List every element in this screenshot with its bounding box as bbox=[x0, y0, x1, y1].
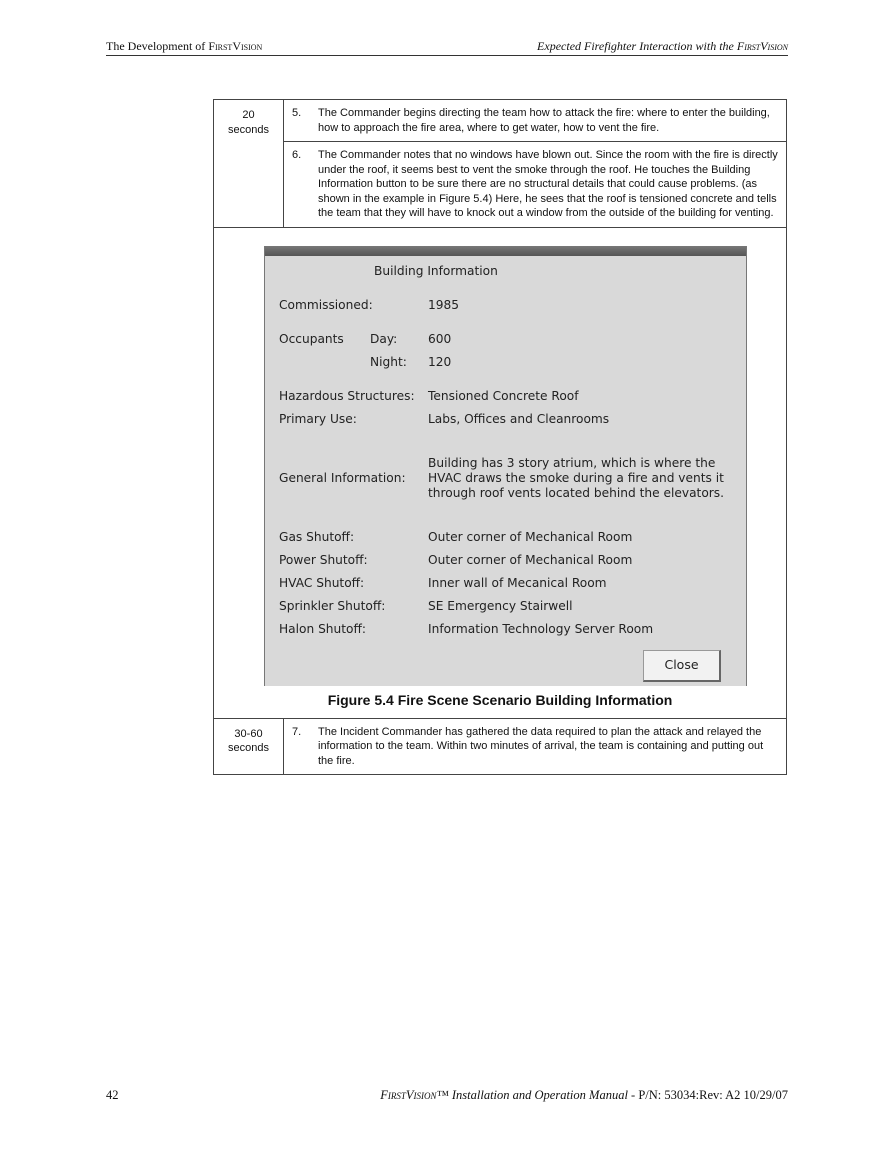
hvac-shutoff-label: HVAC Shutoff: bbox=[279, 575, 365, 590]
commissioned-label: Commissioned: bbox=[279, 297, 373, 312]
general-info-line-3: through roof vents located behind the elevators. bbox=[428, 485, 725, 500]
sprinkler-shutoff-label: Sprinkler Shutoff: bbox=[279, 598, 386, 613]
night-value: 120 bbox=[428, 354, 452, 369]
hazardous-value: Tensioned Concrete Roof bbox=[428, 388, 579, 403]
page-number: 42 bbox=[106, 1088, 119, 1102]
header-left bbox=[106, 39, 262, 54]
figure-row bbox=[214, 228, 786, 719]
step-item bbox=[284, 719, 786, 775]
page-header bbox=[106, 37, 788, 56]
procedure-table bbox=[213, 99, 787, 775]
step-item bbox=[284, 142, 786, 227]
panel-title-bar bbox=[265, 246, 746, 256]
general-info-line-2: HVAC draws the smoke during a fire and vents it bbox=[428, 470, 724, 485]
time-cell: 20 seconds bbox=[214, 100, 284, 227]
table-row bbox=[214, 100, 786, 228]
occupants-label: Occupants bbox=[279, 331, 344, 346]
step-text: The Commander notes that no windows have blown out. Since the room with the fire is directly under the roof, it seems best to vent the smoke through the roof. He touches the Building Information button to be sure there are no structural details that could cause problems. (as shown in the example in Figure 5.4) Here, he sees that the roof is tensioned concrete and tells the team that they will have to knock out a window from the outside of the building for venting. bbox=[318, 149, 778, 219]
header-right bbox=[537, 39, 788, 54]
gas-shutoff-value: Outer corner of Mechanical Room bbox=[428, 529, 633, 544]
primary-use-value: Labs, Offices and Cleanrooms bbox=[428, 411, 610, 426]
time-cell: 30-60 seconds bbox=[214, 719, 284, 775]
steps-cell bbox=[284, 100, 786, 227]
step-number: 6. bbox=[292, 149, 302, 161]
day-label: Day: bbox=[370, 331, 398, 346]
manual-reference bbox=[380, 1088, 788, 1103]
gas-shutoff-label: Gas Shutoff: bbox=[279, 529, 355, 544]
general-info-label: General Information: bbox=[279, 470, 406, 485]
steps-cell bbox=[284, 719, 786, 775]
halon-shutoff-label: Halon Shutoff: bbox=[279, 621, 366, 636]
figure-caption: Figure 5.4 Fire Scene Scenario Building Information bbox=[327, 691, 673, 708]
sprinkler-shutoff-value: SE Emergency Stairwell bbox=[428, 598, 573, 613]
power-shutoff-label: Power Shutoff: bbox=[279, 552, 368, 567]
table-row bbox=[214, 719, 786, 775]
hazardous-label: Hazardous Structures: bbox=[279, 388, 415, 403]
header-right-brand: FirstVision bbox=[736, 39, 788, 53]
halon-shutoff-value: Information Technology Server Room bbox=[428, 621, 654, 636]
night-label: Night: bbox=[370, 354, 407, 369]
header-left-prefix: The Development of bbox=[106, 39, 209, 53]
day-value: 600 bbox=[428, 331, 452, 346]
header-right-prefix: Expected Firefighter Interaction with the bbox=[537, 39, 737, 53]
footer-manual-title: ™ Installation and Operation Manual bbox=[436, 1088, 628, 1102]
power-shutoff-value: Outer corner of Mechanical Room bbox=[428, 552, 633, 567]
close-button[interactable]: Close bbox=[643, 650, 721, 682]
primary-use-label: Primary Use: bbox=[279, 411, 357, 426]
step-item bbox=[284, 100, 786, 142]
header-left-brand: FirstVision bbox=[208, 39, 263, 53]
hvac-shutoff-value: Inner wall of Mecanical Room bbox=[428, 575, 607, 590]
footer-brand: FirstVision bbox=[380, 1088, 437, 1102]
commissioned-value: 1985 bbox=[428, 297, 460, 312]
step-text: The Incident Commander has gathered the data required to plan the attack and relayed the information to the team. Within two minutes of arrival, the team is containing and putting out the fire. bbox=[318, 725, 764, 767]
building-info-panel bbox=[264, 246, 747, 686]
panel-title: Building Information bbox=[374, 263, 498, 278]
footer-part-number: - P/N: 53034:Rev: A2 10/29/07 bbox=[627, 1088, 788, 1102]
step-text: The Commander begins directing the team how to attack the fire: where to enter the building, how to approach the fire area, where to get water, how to vent the fire. bbox=[318, 107, 770, 134]
step-number: 5. bbox=[292, 107, 302, 119]
step-number: 7. bbox=[292, 725, 302, 738]
general-info-line-1: Building has 3 story atrium, which is where the bbox=[428, 455, 716, 470]
